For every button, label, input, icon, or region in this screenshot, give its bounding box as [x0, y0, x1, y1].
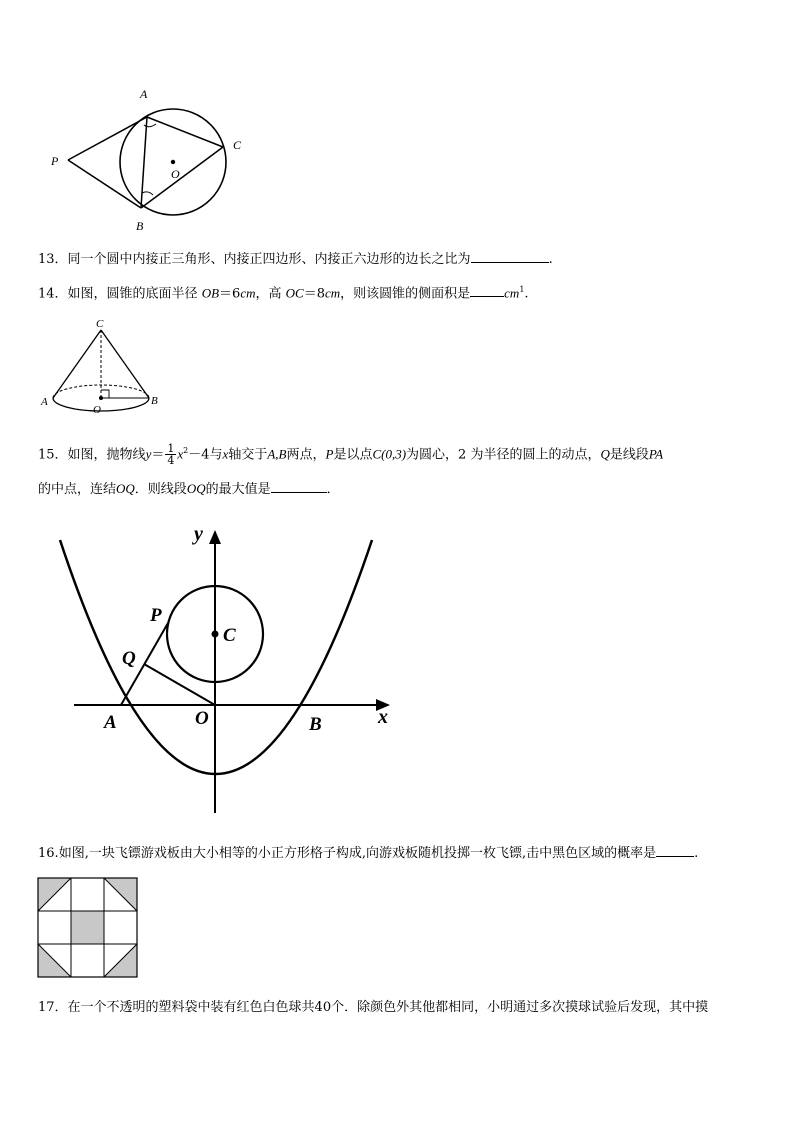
- axis-label-x: x: [378, 706, 388, 728]
- dartboard-grid: [37, 877, 139, 979]
- cone-label-C: C: [96, 318, 104, 330]
- circle-tangent-figure: [40, 80, 260, 240]
- answer-blank-14[interactable]: [470, 282, 504, 297]
- label-A: A: [140, 87, 148, 101]
- cone-label-O: O: [93, 404, 101, 416]
- answer-blank-15[interactable]: [271, 478, 327, 493]
- label-Q: Q: [122, 648, 136, 669]
- label-P: P: [150, 605, 162, 626]
- question-15-line-2: 的中点，连结OQ．则线段OQ的最大值是 ．: [38, 478, 340, 500]
- label-O: O: [171, 167, 180, 181]
- label-P: P: [51, 154, 59, 168]
- label-C: C: [233, 138, 242, 152]
- fraction-one-quarter: $\frac{1}{4}$: [167, 442, 175, 468]
- axis-label-y: y: [194, 523, 203, 545]
- label-O: O: [195, 708, 209, 729]
- question-16: 16.如图,一块飞镖游戏板由大小相等的小正方形格子构成,向游戏板随机投掷一枚飞镖,击中黑色区域的概率是 .: [38, 842, 698, 864]
- parabola-figure: [50, 518, 410, 818]
- cone-label-B: B: [151, 395, 158, 407]
- question-15-line-1: 15．如图，抛物线y＝ $\frac{1}{4}$ $x^2-4$与x轴交于A,B两点，P是以点C(0,3)为圆心，2 为半径的圆上的动点，Q是线段PA: [38, 442, 664, 468]
- answer-blank-13[interactable]: [471, 248, 549, 263]
- cone-figure: [38, 314, 168, 418]
- cone-label-A: A: [41, 396, 48, 408]
- answer-blank-16[interactable]: [656, 842, 694, 857]
- label-A: A: [104, 712, 117, 733]
- label-B: B: [309, 714, 322, 735]
- question-14: 14．如图，圆锥的底面半径 OB＝6cm，高 OC＝8cm，则该圆锥的侧面积是 $cm^1$.: [38, 280, 529, 304]
- label-B: B: [136, 219, 144, 233]
- question-17: 17．在一个不透明的塑料袋中装有红色白色球共40个．除颜色外其他都相同，小明通过多次摸球试验后发现，其中摸: [38, 1000, 709, 1015]
- question-13: 13．同一个圆中内接正三角形、内接正四边形、内接正六边形的边长之比为 .: [38, 248, 553, 270]
- label-C: C: [223, 625, 236, 646]
